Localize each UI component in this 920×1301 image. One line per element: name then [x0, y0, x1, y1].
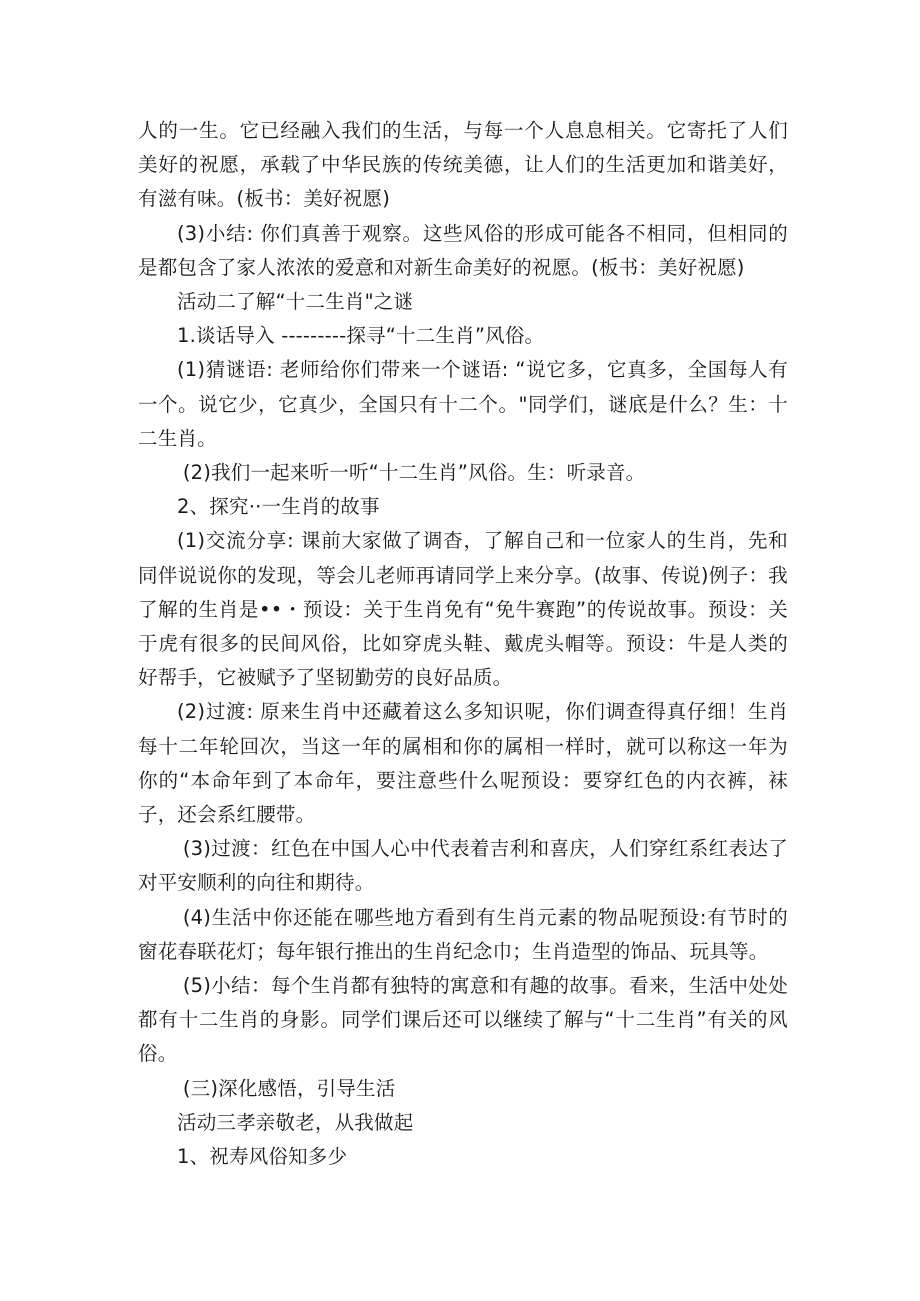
activity-two-heading: 活动二了解“十二生肖"之谜 [177, 290, 414, 314]
subsection-birthday-customs: 1、祝寿风俗知多少 [177, 1145, 348, 1169]
paragraph-riddle: (1)猜谜语: 老师给你们带来一个谜语: “说它多，它真多，全国每人有一个。说它少，它真少，全国只有十二个。"同学们，谜底是什么？生：十二生肖。 [138, 358, 788, 450]
paragraph-share: (1)交流分享: 课前大家做了调杳，了解自己和一位家人的生肖，先和同伴说说你的发现，等会儿老师再请同学上来分享。(故事、传说)例子：我了解的生肖是••・预设：关于生肖免有“免牛赛跑”的传说故事。预设：关于虎有很多的民间风俗，比如穿虎头鞋、戴虎头帽等。预设：牛是人类的好帮手，它被赋予了坚韧勤劳的良好品质。 [138, 529, 788, 690]
activity-three-heading: 活动三孝亲敬老，从我做起 [177, 1110, 414, 1134]
paragraph-listen: (2)我们一起来听一听“十二生肖”风俗。生：听录音。 [182, 461, 646, 485]
paragraph-transition-3: (3)过渡：红色在中国人心中代表着吉利和喜庆，人们穿红系红表达了对平安顺利的向往和期待。 [138, 837, 788, 895]
section-talk-intro: 1.谈话导入 ---------探寻“十二生肖”风俗。 [177, 324, 545, 348]
paragraph-question-4: (4)生活中你还能在哪些地方看到有生肖元素的物品呢预设:有节时的窗花春联花灯；每年银行推出的生肖纪念巾；生肖造型的饰品、玩具等。 [138, 905, 788, 963]
paragraph-summary-3: (3)小结: 你们真善于观察。这些风俗的形成可能各不相同，但相同的是都包含了家人浓浓的爱意和对新生命美好的祝愿。(板书：美好祝愿) [138, 221, 788, 279]
section-explore-heading: 2、探究··一生肖的故事 [177, 495, 380, 519]
document-body [138, 114, 788, 1174]
paragraph-transition-2: (2)过渡: 原来生肖中还藏着这么多知识呢，你们调查得真仔细！生肖每十二年轮回次，当这一年的属相和你的属相一样时，就可以称这一年为你的“本命年到了本命年，要注意些什么呢预设：要穿红色的内衣裤，袜子，还会系红腰带。 [138, 700, 788, 827]
section-three-heading: (三)深化感悟，引导生活 [182, 1076, 396, 1100]
paragraph-summary-5: (5)小结：每个生肖都有独特的寓意和有趣的故事。看来，生活中处处都有十二生肖的身影。同学们课后还可以继续了解与“十二生肖”有关的风俗。 [138, 974, 788, 1066]
paragraph-continuation: 人的一生。它已经融入我们的生活，与每一个人息息相关。它寄托了人们美好的祝愿，承载了中华民族的传统美德，让人们的生活更加和谐美好，有滋有味。(板书：美好祝愿) [138, 119, 788, 211]
